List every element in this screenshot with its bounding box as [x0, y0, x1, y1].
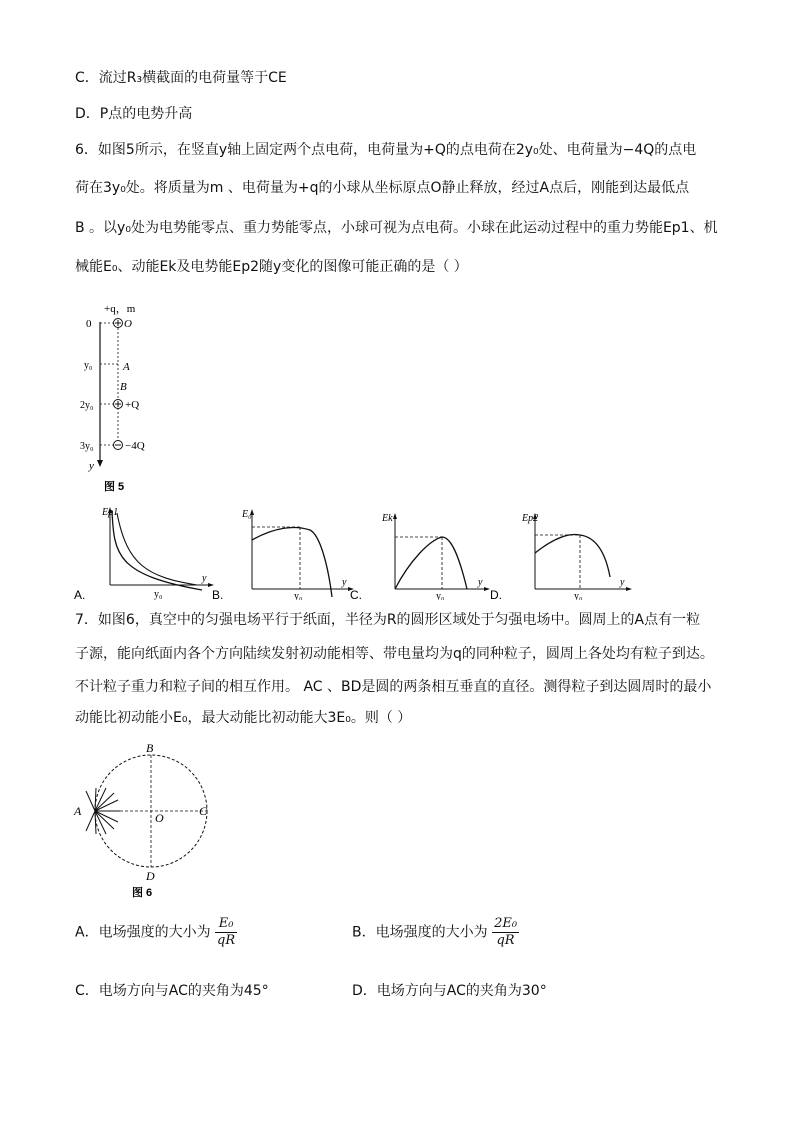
- fig6-caption: 图 6: [132, 887, 153, 898]
- q7-option-a-numerator: E₀: [215, 916, 237, 933]
- q7-option-a: [75, 916, 237, 949]
- q6-text-line3: B 。以y₀处为电势能零点、重力势能零点，小球可视为点电荷。小球在此运动过程中的重力势能Ep1、机: [75, 220, 718, 236]
- graph-b-xlabel: y: [342, 577, 347, 588]
- fig5-axis-label: y: [89, 460, 94, 472]
- fig5-caption: 图 5: [104, 481, 125, 493]
- q5-option-d: D．P点的电势升高: [75, 106, 193, 122]
- fig5-tick-3y0: 3y₀: [80, 441, 94, 452]
- graph-a-xlabel: y: [202, 573, 207, 584]
- fig5-tick-2y0: 2y₀: [80, 400, 94, 411]
- figure-5: [80, 300, 200, 500]
- fig6-point-b: B: [146, 741, 154, 755]
- graph-c: [350, 505, 500, 600]
- q7-option-d: D．电场方向与AC的夹角为30°: [352, 983, 547, 999]
- q7-option-b-prefix: B．电场强度的大小为: [352, 924, 488, 941]
- q6-text-line4: 械能E₀、动能Ek及电势能Ep2随y变化的图像可能正确的是（ ）: [75, 259, 468, 275]
- graph-d: [490, 505, 640, 600]
- q7-text-line2: 子源，能向纸面内各个方向陆续发射初动能相等、带电量均为q的同种粒子，圆周上各处均有粒子到达。: [75, 646, 714, 662]
- graph-d-xlabel: y: [620, 577, 625, 588]
- q7-option-b-denominator: qR: [496, 933, 515, 948]
- graph-a-ylabel: Ep1: [102, 507, 119, 518]
- q6-text-line1: 6．如图5所示，在竖直y轴上固定两个点电荷，电荷量为+Q的点电荷在2y₀处、电荷量为−4Q的点电: [75, 142, 697, 158]
- graph-c-xlabel: y: [478, 577, 483, 588]
- q7-option-a-fraction: [215, 916, 237, 949]
- q7-option-a-prefix: A．电场强度的大小为: [75, 924, 211, 941]
- graph-b: [210, 505, 360, 600]
- fig5-minus-4q: −4Q: [125, 440, 145, 452]
- graph-a: [72, 505, 222, 600]
- fig6-point-c: C: [199, 804, 208, 818]
- graph-c-ylabel: Ek: [382, 513, 393, 524]
- q7-text-line4: 动能比初动能小E₀，最大动能比初动能大3E₀。则（ ）: [75, 710, 412, 726]
- graph-d-xtick: y₀: [574, 591, 583, 600]
- option-b-label: B.: [212, 588, 224, 600]
- q7-option-c: C．电场方向与AC的夹角为45°: [75, 983, 269, 999]
- fig5-origin-tick: 0: [86, 318, 92, 330]
- fig5-point-o: O: [124, 318, 132, 330]
- fig5-point-a: A: [123, 361, 130, 373]
- graph-b-xtick: y₀: [294, 591, 303, 600]
- graph-b-ylabel: E₀: [242, 509, 252, 520]
- q7-option-b-numerator: 2E₀: [494, 916, 518, 931]
- fig6-point-a: A: [74, 804, 82, 818]
- option-a-label: A.: [74, 588, 86, 600]
- graph-c-xtick: y₀: [436, 591, 445, 600]
- q7-option-b-fraction: [492, 916, 519, 949]
- fig6-point-o: O: [155, 811, 164, 825]
- q6-text-line2: 荷在3y₀处。将质量为m 、电荷量为+q的小球从坐标原点O静止释放，经过A点后，刚能到达最低点: [75, 180, 690, 196]
- fig5-tick-y0: y₀: [84, 360, 93, 371]
- option-d-label: D.: [490, 588, 502, 600]
- fig6-point-d: D: [146, 869, 155, 883]
- fig5-point-b: B: [120, 381, 127, 393]
- q5-option-c: C．流过R₃横截面的电荷量等于CE: [75, 70, 287, 86]
- graph-d-ylabel: Ep2: [522, 513, 539, 524]
- figure-6: [68, 738, 218, 898]
- q7-text-line3: 不计粒子重力和粒子间的相互作用。 AC 、BD是圆的两条相互垂直的直径。测得粒子到达圆周时的最小: [75, 679, 712, 695]
- fig5-plus-q: +Q: [125, 399, 140, 411]
- q7-option-b: [352, 916, 519, 949]
- graph-a-xtick: y₀: [154, 589, 163, 600]
- q7-text-line1: 7．如图6，真空中的匀强电场平行于纸面，半径为R的圆形区域处于匀强电场中。圆周上的A点有一粒: [75, 612, 701, 628]
- q7-option-a-denominator: qR: [217, 933, 236, 948]
- fig5-top-label: +q，m: [104, 303, 136, 315]
- option-c-label: C.: [350, 588, 362, 600]
